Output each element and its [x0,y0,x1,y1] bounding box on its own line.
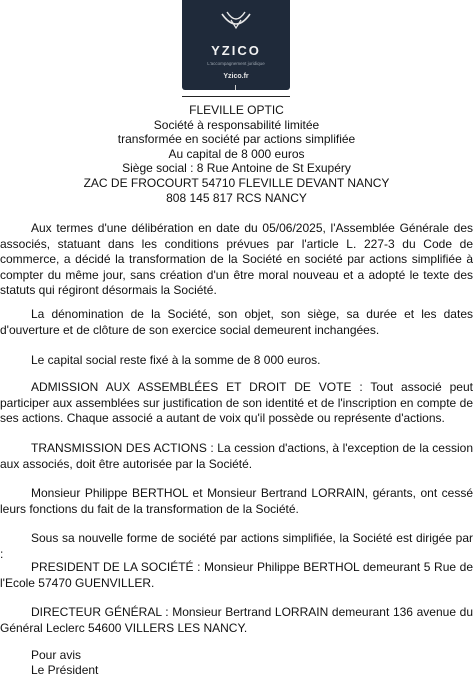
paragraph-director: DIRECTEUR GÉNÉRAL : Monsieur Bertrand LORRAIN demeurant 136 avenue du Général Leclerc 54600 VILLERS LES NANCY. [0,605,473,635]
paragraph-former-managers: Monsieur Philippe BERTHOL et Monsieur Bertrand LORRAIN, gérants, ont cessé leurs fonctions du fait de la transformation de la Société. [0,486,473,516]
signature-line-2: Le Président [31,663,99,677]
yzico-emblem-icon [218,8,254,38]
company-capital: Au capital de 8 000 euros [168,146,305,161]
paragraph-president: PRESIDENT DE LA SOCIÉTÉ : Monsieur Philippe BERTHOL demeurant 5 Rue de l'Ecole 57470 GUENVILLER. [0,560,473,590]
company-transformation: transformée en société par actions simplifiée [117,132,356,147]
header-rule [182,96,290,97]
company-address: ZAC DE FROCOURT 54710 FLEVILLE DEVANT NANCY [83,175,390,190]
logo-url: Yzico.fr [223,73,249,80]
signature-line-1: Pour avis [31,648,82,662]
company-rcs: 808 145 817 RCS NANCY [166,190,307,205]
paragraph-denomination: La dénomination de la Société, son objet, son siège, sa durée et les dates d'ouverture et de clôture de son exercice social demeurent inchangées. [0,307,473,337]
company-name: FLEVILLE OPTIC [189,103,284,117]
company-header [0,103,473,205]
yzico-logo [182,0,290,90]
paragraph-governance: Sous sa nouvelle forme de société par actions simplifiée, la Société est dirigée par : [0,531,473,561]
paragraph-transmission: TRANSMISSION DES ACTIONS : La cession d'actions, à l'exception de la cession aux associés, doit être autorisée par la Société. [0,441,473,471]
company-seat: Siège social : 8 Rue Antoine de St Exupéry [122,161,351,176]
company-form: Société à responsabilité limitée [153,117,320,132]
paragraph-deliberation: Aux termes d'une délibération en date du 05/06/2025, l'Assemblée Générale des associés, statuant dans les conditions prévues par l'article L. 227-3 du Code de commerce, a décidé la transformation de la Société en société par actions simplifiée à compter du même jour, sans création d'un être moral nouveau et a adopté le texte des statuts qui régiront désormais la Société. [0,221,473,297]
logo-tagline: L'accompagnement juridique [207,61,265,66]
logo-name: YZICO [211,43,261,58]
logo-divider [235,85,236,90]
paragraph-admission: ADMISSION AUX ASSEMBLÉES ET DROIT DE VOTE : Tout associé peut participer aux assemblées sur justification de son identité et de l'inscription en compte de ses actions. Chaque associé a autant de voix qu'il possède ou représente d'actions. [0,380,473,425]
paragraph-capital: Le capital social reste fixé à la somme de 8 000 euros. [31,353,321,367]
